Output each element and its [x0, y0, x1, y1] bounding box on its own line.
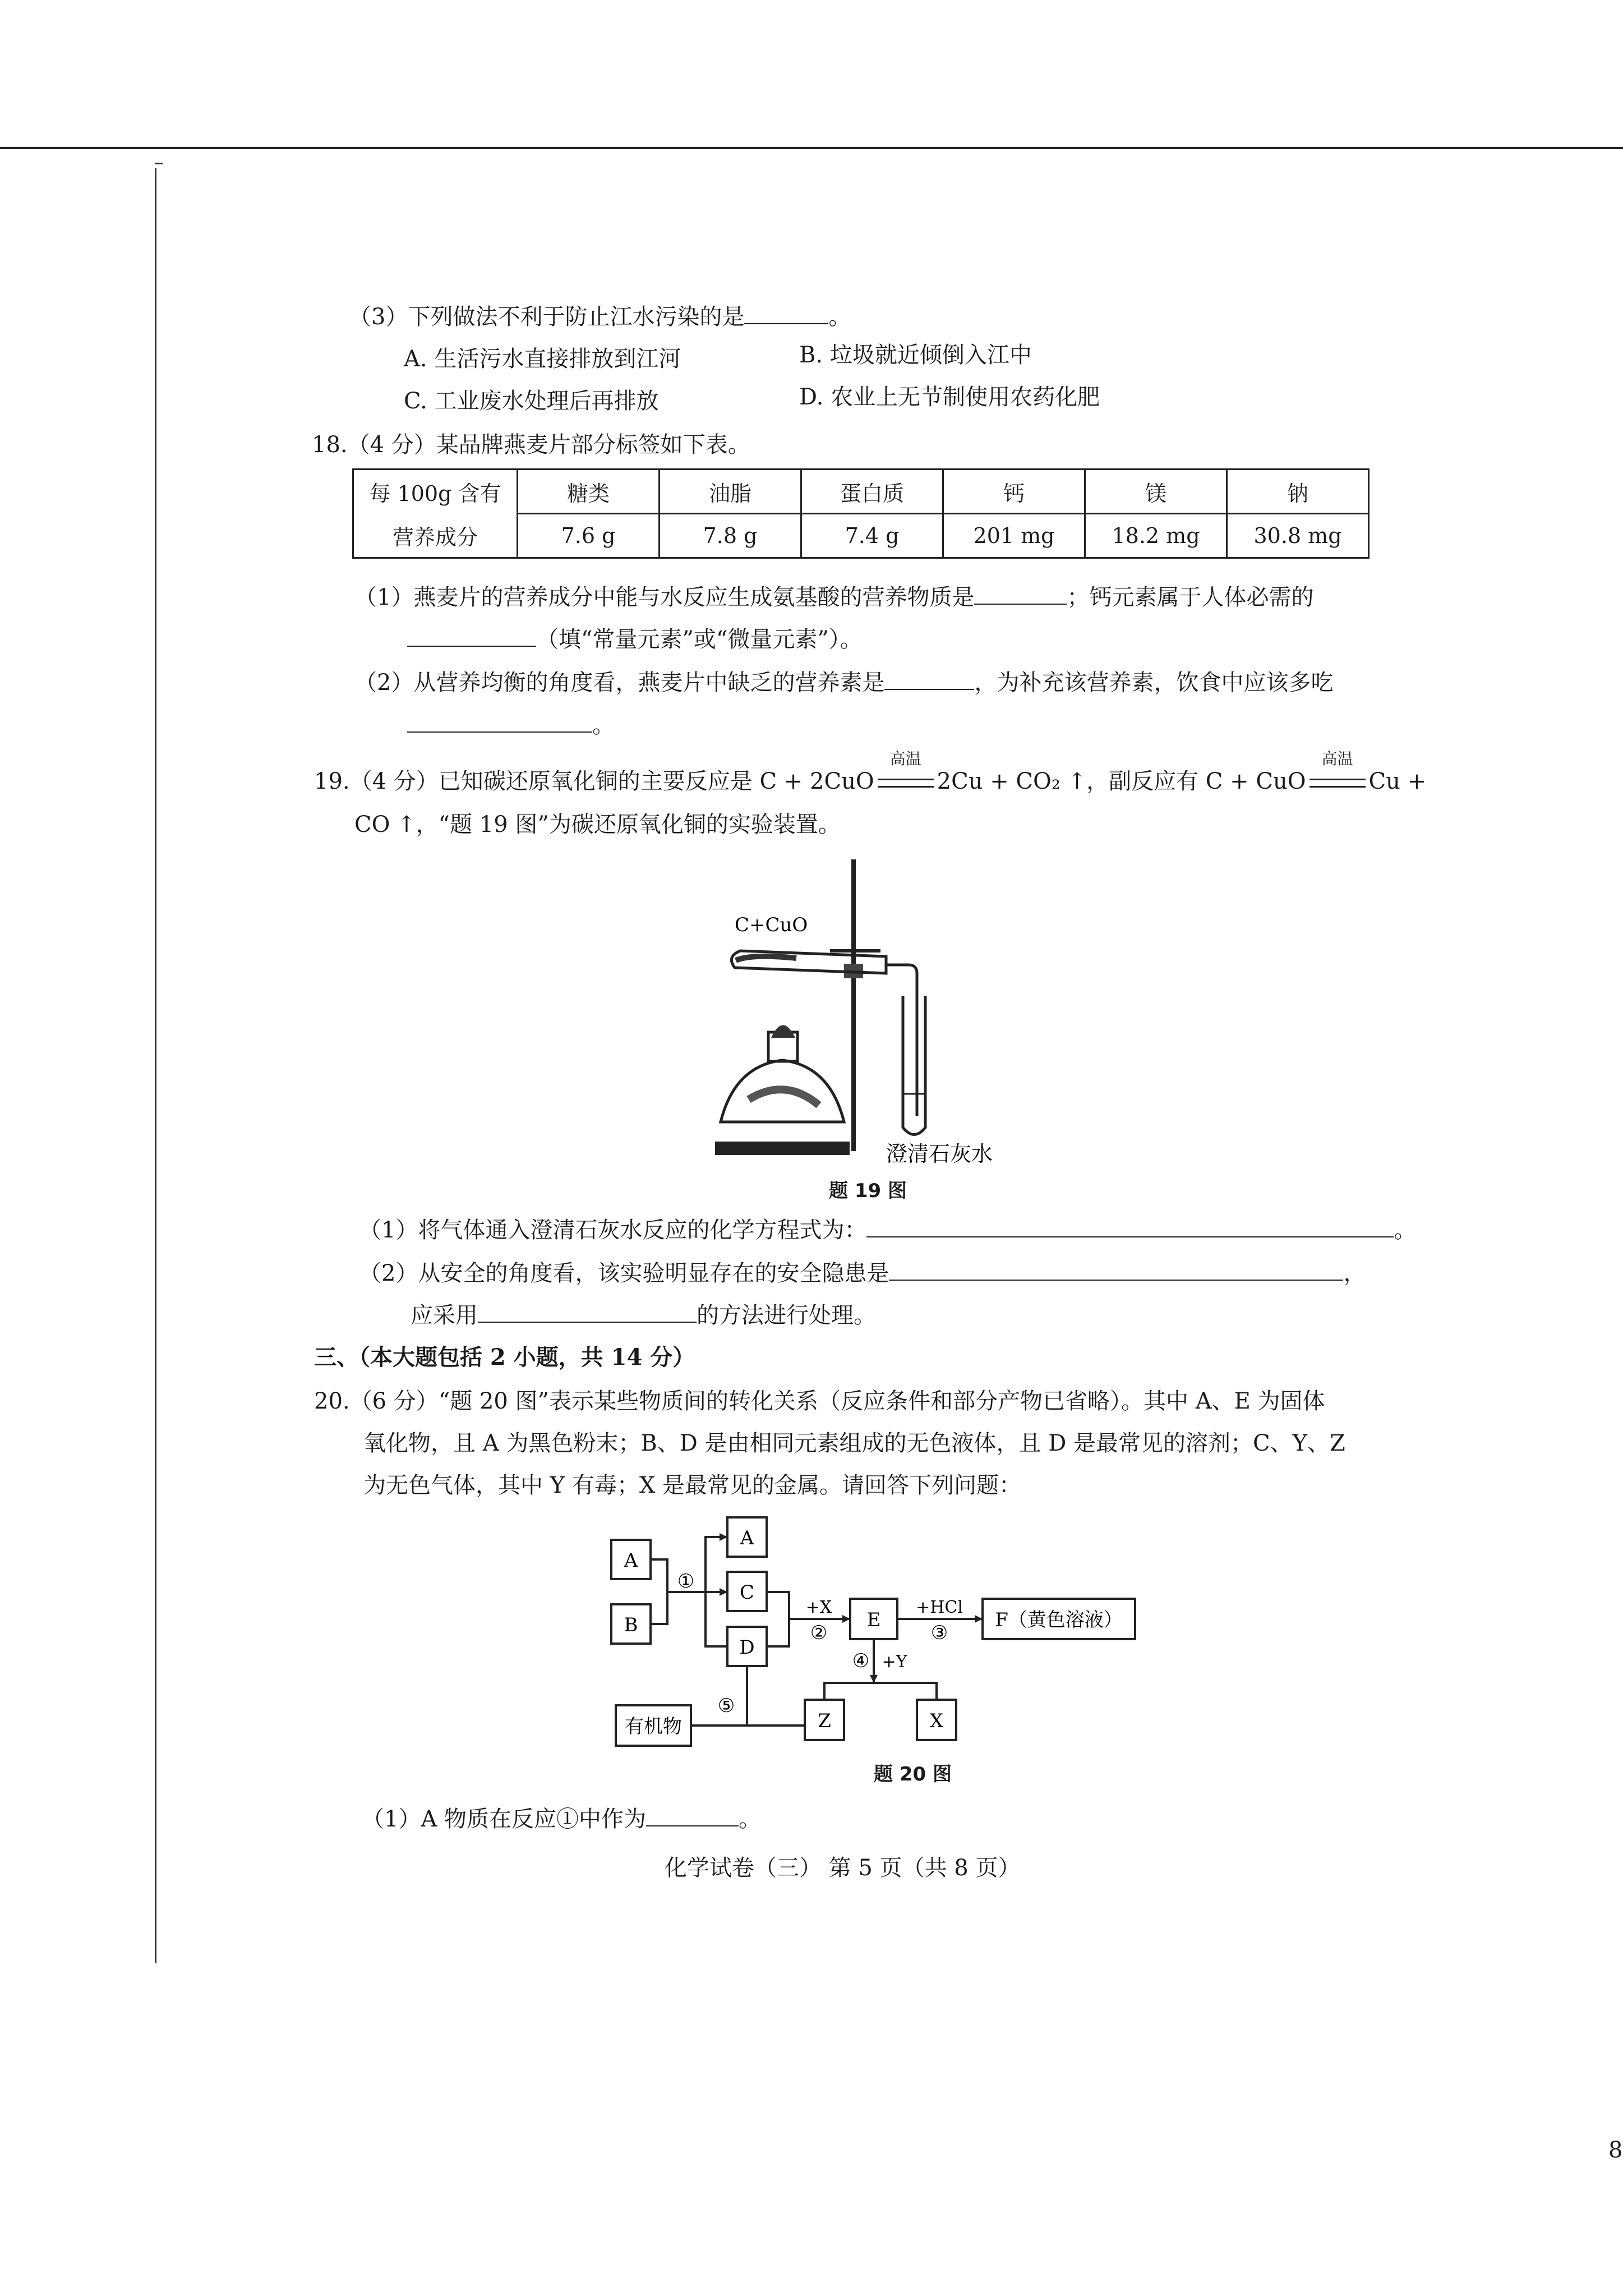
step-4-label: ④: [852, 1650, 870, 1672]
q20-caption: 题 20 图: [874, 1763, 952, 1786]
table-cell: 201 mg: [943, 514, 1085, 558]
binding-line: [155, 168, 156, 1963]
node-a2: A: [740, 1527, 754, 1549]
q18-sub1-line1: （1）燕麦片的营养成分中能与水反应生成氨基酸的营养物质是 ；钙元素属于人体必需的: [354, 585, 1314, 610]
table-column-header: 钠: [1227, 470, 1369, 514]
page-footer: 化学试卷（三） 第 5 页（共 8 页）: [665, 1855, 1021, 1881]
q20-stem-line3: 为无色气体，其中 Y 有毒；X 是最常见的金属。请回答下列问题：: [363, 1473, 1022, 1498]
section-heading: 三、（本大题包括 2 小题，共 14 分）: [314, 1344, 695, 1370]
table-header-bottom: 营养成分: [353, 514, 518, 558]
q20-sub1: （1）A 物质在反应①中作为 。: [362, 1806, 762, 1832]
node-b: B: [624, 1614, 638, 1636]
q17-option-a: A. 生活污水直接排放到江河: [404, 346, 681, 372]
plus-x-label: +X: [805, 1598, 832, 1617]
label-c-cuo: C+CuO: [735, 914, 808, 936]
q19-sub2-line1: （2）从安全的角度看，该实验明显存在的安全隐患是 ，: [359, 1260, 1366, 1286]
step-2-label: ②: [810, 1622, 828, 1644]
plus-y-label: +Y: [882, 1652, 907, 1672]
q19-stem-line2: CO ↑，“题 19 图”为碳还原氧化铜的实验装置。: [354, 812, 841, 838]
q19-apparatus-figure: [701, 853, 1038, 1167]
q19-blank-3[interactable]: [478, 1301, 697, 1323]
q20-transformation-diagram: [606, 1509, 1144, 1756]
table-row: [353, 514, 1369, 558]
node-z: Z: [818, 1710, 831, 1732]
plus-hcl-label: +HCl: [916, 1598, 963, 1617]
reaction-condition: 高温: [878, 767, 934, 795]
step-5-label: ⑤: [717, 1695, 735, 1717]
table-row: [353, 470, 1369, 514]
stand-rod: [851, 859, 856, 1151]
q19-sub2-line2: 应采用 的方法进行处理。: [411, 1303, 876, 1328]
q18-sub2-line2: 。: [407, 711, 615, 739]
node-e: E: [866, 1609, 881, 1631]
table-column-header: 油脂: [660, 470, 801, 514]
corner-mark: [155, 163, 163, 164]
step-3-label: ③: [930, 1622, 948, 1644]
q18-blank-4[interactable]: [407, 711, 592, 733]
table-cell: 30.8 mg: [1227, 514, 1369, 558]
q19-blank-1[interactable]: [866, 1216, 1394, 1237]
limewater-tube: [903, 996, 925, 1135]
table-column-header: 蛋白质: [801, 470, 943, 514]
step-1-label: ①: [677, 1570, 695, 1593]
table-cell: 7.8 g: [660, 514, 801, 558]
q18-blank-1[interactable]: [974, 583, 1067, 605]
q18-sub1-line2: （填“常量元素”或“微量元素”）。: [407, 625, 863, 654]
node-c: C: [739, 1581, 755, 1604]
q17-sub3: （3）下列做法不利于防止江水污染的是 。: [349, 304, 851, 330]
q17-option-d: D. 农业上无节制使用农药化肥: [799, 384, 1100, 410]
q20-stem-line1: 20.（6 分）“题 20 图”表示某些物质间的转化关系（反应条件和部分产物已省略）。其中 A、E 为固体: [314, 1388, 1325, 1414]
node-organic: 有机物: [625, 1715, 682, 1738]
node-x: X: [929, 1710, 944, 1732]
label-limewater: 澄清石灰水: [886, 1142, 993, 1166]
stand-base: [715, 1142, 850, 1155]
q18-blank-3[interactable]: [884, 669, 974, 690]
q19-stem-line1: 19.（4 分）已知碳还原氧化铜的主要反应是 C + 2CuO 高温 2Cu + CO₂ ↑，副反应有 C + CuO 高温 Cu +: [314, 749, 1427, 794]
table-column-header: 钙: [943, 470, 1085, 514]
q17-option-b: B. 垃圾就近倾倒入江中: [799, 342, 1032, 368]
table-header-top: 每 100g 含有: [353, 470, 518, 514]
table-cell: 7.6 g: [518, 514, 660, 558]
node-f: F（黄色溶液）: [995, 1609, 1123, 1631]
nutrition-table: [352, 468, 1370, 559]
q20-stem-line2: 氧化物，且 A 为黑色粉末；B、D 是由相同元素组成的无色液体，且 D 是最常见的溶剂；C、Y、Z: [363, 1430, 1345, 1456]
q18-stem: 18.（4 分）某品牌燕麦片部分标签如下表。: [312, 432, 750, 458]
q18-sub2-line1: （2）从营养均衡的角度看，燕麦片中缺乏的营养素是 ，为补充该营养素，饮食中应该多吃: [354, 670, 1334, 696]
node-a: A: [624, 1549, 638, 1572]
q19-caption: 题 19 图: [829, 1180, 907, 1202]
q17-option-c: C. 工业废水处理后再排放: [404, 388, 659, 414]
node-d: D: [739, 1636, 755, 1659]
table-cell: 7.4 g: [801, 514, 943, 558]
q18-blank-2[interactable]: [407, 625, 536, 647]
q20-blank-1[interactable]: [646, 1805, 739, 1826]
table-cell: 18.2 mg: [1085, 514, 1227, 558]
q19-sub1: （1）将气体通入澄清石灰水反应的化学方程式为： 。: [359, 1217, 1417, 1243]
q17-answer-blank[interactable]: [744, 303, 828, 324]
q19-blank-2[interactable]: [889, 1259, 1343, 1281]
reaction-condition: 高温: [1310, 767, 1366, 795]
table-column-header: 镁: [1085, 470, 1227, 514]
top-rule: [0, 147, 1623, 149]
table-column-header: 糖类: [518, 470, 660, 514]
alcohol-lamp: [721, 1025, 844, 1122]
page-edge-number: 8: [1608, 2137, 1623, 2163]
